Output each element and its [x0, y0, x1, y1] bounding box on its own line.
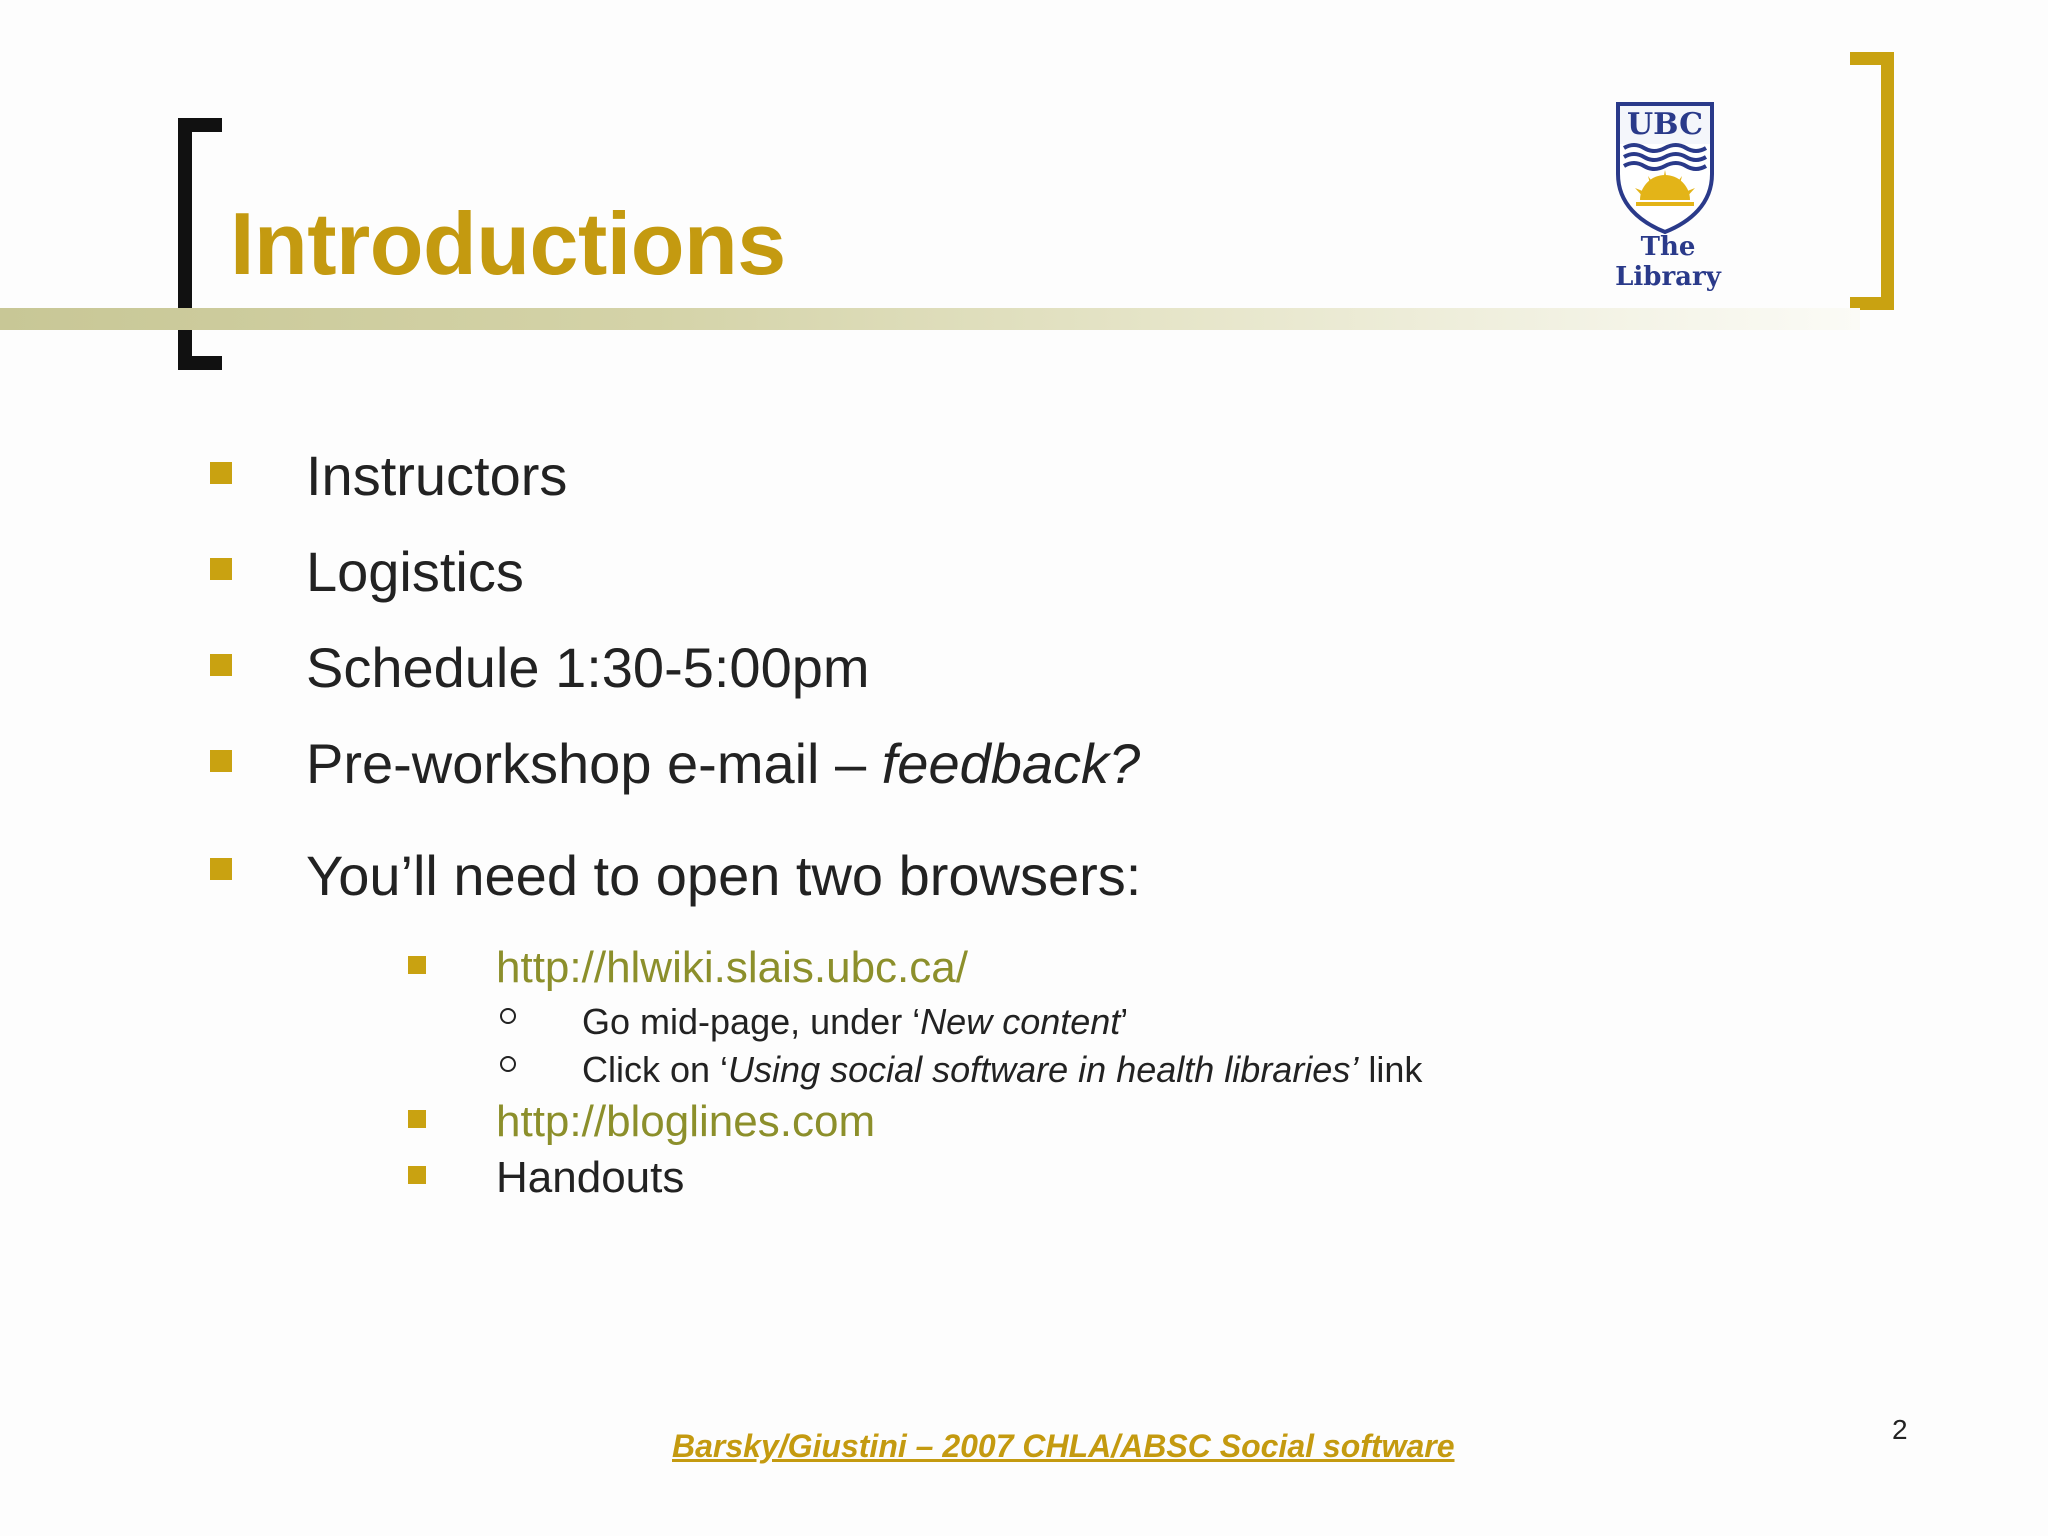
sub-sub-bullet-click-link: [582, 1049, 1423, 1090]
logo-caption: The Library: [1615, 232, 1721, 292]
logo-ubc-text: UBC: [1627, 107, 1703, 142]
click-link-after: link: [1358, 1049, 1423, 1090]
circle-bullet-icon: [500, 1008, 516, 1024]
sub-bullet-square-icon: [408, 1110, 426, 1128]
right-bracket-decoration: [1850, 52, 1894, 310]
bullet-instructors: Instructors: [306, 444, 568, 507]
left-bracket-decoration: [178, 118, 222, 370]
click-link-italic: Using social software in health libraries’: [728, 1049, 1359, 1090]
bullet-square-icon: [210, 858, 232, 880]
new-content-before: Go mid-page, under ‘: [582, 1001, 921, 1042]
title-underline: [0, 308, 1860, 330]
sub-bullet-square-icon: [408, 1166, 426, 1184]
slide-title: Introductions: [230, 194, 786, 293]
bullet-logistics: Logistics: [306, 540, 524, 603]
bullet-square-icon: [210, 750, 232, 772]
bullet-two-browsers: You’ll need to open two browsers:: [306, 844, 1142, 907]
sub-bullet-square-icon: [408, 956, 426, 974]
circle-bullet-icon: [500, 1056, 516, 1072]
footer-link[interactable]: Barsky/Giustini – 2007 CHLA/ABSC Social software: [672, 1428, 1455, 1464]
link-hlwiki[interactable]: http://hlwiki.slais.ubc.ca/: [496, 943, 968, 992]
sub-bullet-handouts: Handouts: [496, 1153, 685, 1202]
click-link-before: Click on ‘: [582, 1049, 729, 1090]
bullet-pre-workshop-email: [306, 732, 1141, 795]
sub-sub-bullet-new-content: [582, 1001, 1129, 1042]
new-content-italic: New content: [920, 1001, 1121, 1042]
bullet-schedule: Schedule 1:30-5:00pm: [306, 636, 870, 699]
bullet-feedback-italic: feedback?: [881, 732, 1141, 795]
bullet-square-icon: [210, 462, 232, 484]
bullet-pre-workshop-text: Pre-workshop e-mail –: [306, 732, 882, 795]
new-content-after: ’: [1120, 1001, 1129, 1042]
link-bloglines[interactable]: http://bloglines.com: [496, 1097, 876, 1146]
bullet-square-icon: [210, 654, 232, 676]
bullet-square-icon: [210, 558, 232, 580]
page-number: 2: [1892, 1414, 1908, 1445]
